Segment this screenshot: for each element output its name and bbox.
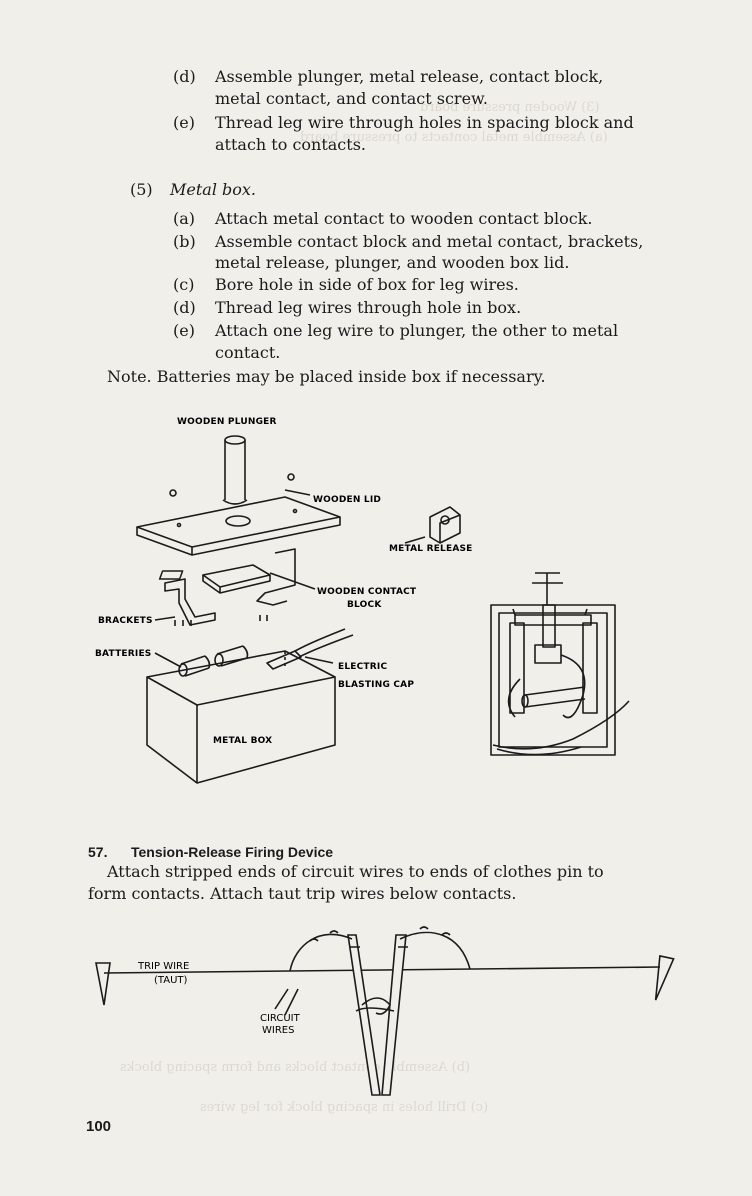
label-circuit-2: WIRES: [262, 1025, 295, 1036]
step-e2-line1: Attach one leg wire to plunger, the other to metal: [215, 321, 619, 340]
label-wooden-plunger: WOODEN PLUNGER: [177, 417, 277, 427]
section-57-body-2: form contacts. Attach taut trip wires below contacts.: [88, 884, 517, 903]
step-c-marker: (c): [173, 275, 195, 294]
metal-box-marker: (5): [130, 180, 153, 199]
label-metal-box: METAL BOX: [213, 736, 273, 746]
step-e-line2: attach to contacts.: [215, 135, 366, 154]
label-electric-1: ELECTRIC: [338, 662, 388, 672]
step-d-line1: Assemble plunger, metal release, contact block,: [215, 67, 604, 86]
step-e-line1: Thread leg wire through holes in spacing block and: [215, 113, 634, 132]
note-text: Note. Batteries may be placed inside box if necessary.: [107, 367, 546, 386]
label-contact-block-1: WOODEN CONTACT: [317, 587, 417, 597]
label-circuit-1: CIRCUIT: [260, 1013, 300, 1024]
step-b-line2: metal release, plunger, and wooden box lid.: [215, 253, 570, 272]
section-57-body-1: Attach stripped ends of circuit wires to ends of clothes pin to: [107, 862, 604, 881]
section-57-number: 57.: [88, 844, 108, 860]
bleed-through-text: (3) Wooden pressure board: [420, 100, 600, 115]
label-brackets: BRACKETS: [98, 616, 153, 626]
step-d2-line1: Thread leg wires through hole in box.: [215, 298, 522, 317]
step-c-line1: Bore hole in side of box for leg wires.: [215, 275, 519, 294]
label-trip-wire-1: TRIP WIRE: [138, 961, 190, 972]
step-b-marker: (b): [173, 232, 196, 251]
step-a-line1: Attach metal contact to wooden contact block.: [215, 209, 593, 228]
bleed-through-text: (a) Assemble metal contacts to pressure board: [300, 130, 608, 145]
label-metal-release: METAL RELEASE: [389, 544, 473, 554]
step-e2-marker: (e): [173, 321, 195, 340]
label-electric-2: BLASTING CAP: [338, 680, 415, 690]
label-wooden-lid: WOODEN LID: [313, 495, 382, 505]
step-d-marker: (d): [173, 67, 196, 86]
step-d-line2: metal contact, and contact screw.: [215, 89, 488, 108]
bleed-through-text: (c) Drill holes in spacing block for leg wires: [200, 1100, 489, 1115]
bleed-through-text: (b) Assemble contact blocks and form spacing blocks: [120, 1060, 471, 1075]
page-number: 100: [86, 1118, 112, 1135]
metal-box-figure: [95, 405, 655, 815]
metal-box-heading: Metal box.: [170, 180, 257, 199]
label-trip-wire-2: (TAUT): [154, 975, 188, 986]
label-contact-block-2: BLOCK: [347, 600, 382, 610]
step-b-line1: Assemble contact block and metal contact, brackets,: [215, 232, 644, 251]
step-e2-line2: contact.: [215, 343, 281, 362]
label-batteries: BATTERIES: [95, 649, 152, 659]
step-e-marker: (e): [173, 113, 195, 132]
step-a-marker: (a): [173, 209, 196, 228]
clothespin-figure: [80, 925, 700, 1115]
section-57-title: Tension-Release Firing Device: [131, 844, 334, 860]
step-d2-marker: (d): [173, 298, 196, 317]
